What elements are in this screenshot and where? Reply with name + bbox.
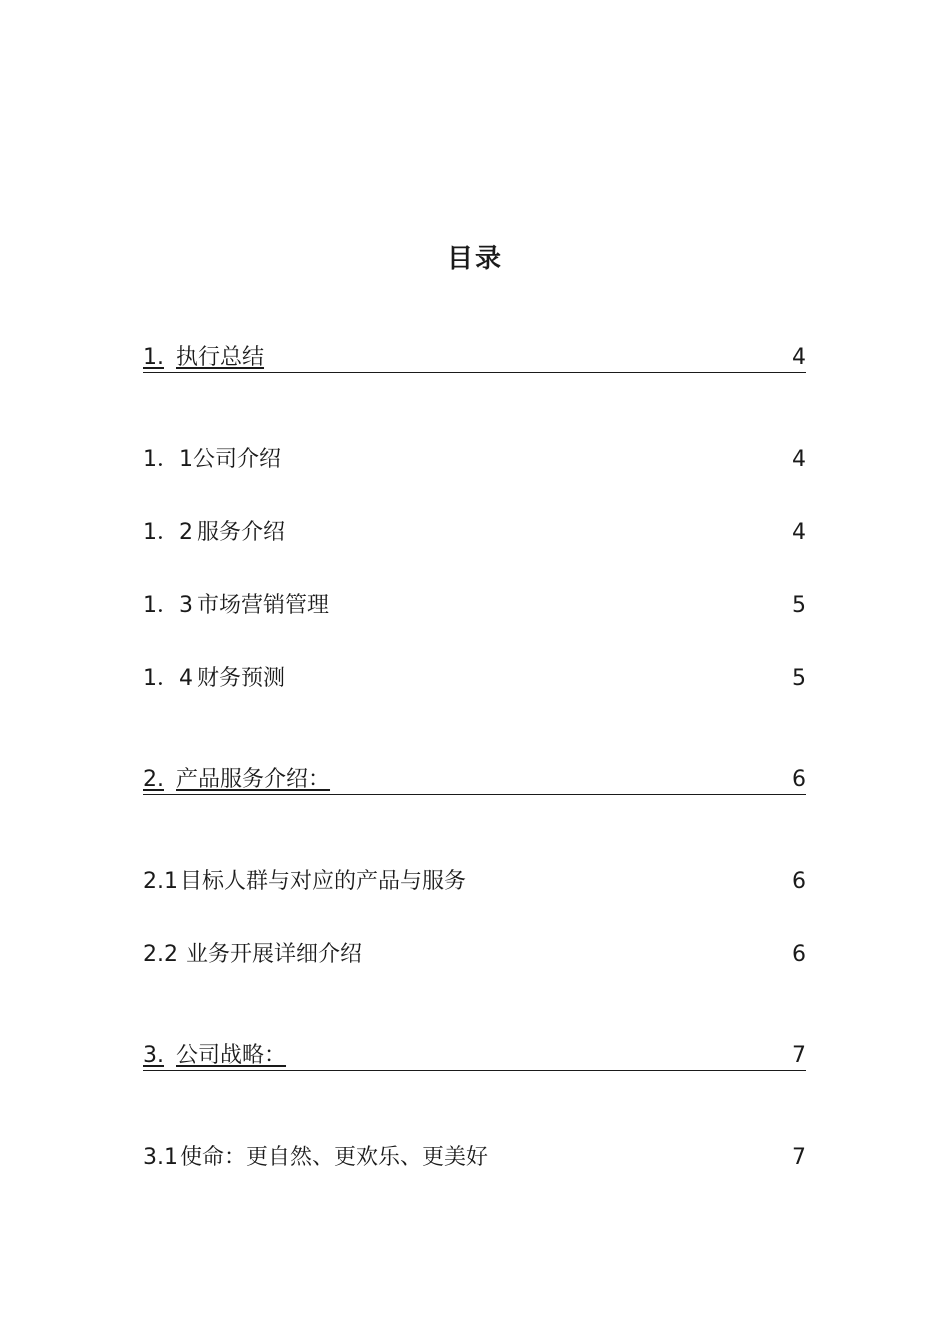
toc-entry-number: 1. [143, 345, 164, 370]
toc-entry-number: 1．4 [143, 666, 193, 691]
toc-entry-number: 1．2 [143, 520, 193, 545]
toc-entry-page: 6 [792, 942, 806, 967]
toc-entry-label: 公司战略： [176, 1043, 287, 1068]
toc-entry-2-2[interactable] [143, 939, 806, 969]
toc-entry-number: 1．1 [143, 447, 193, 472]
toc-entry-page: 5 [792, 593, 806, 618]
toc-entry-2[interactable] [143, 764, 806, 795]
toc-entry-number: 2.2 [143, 942, 178, 967]
toc-entry-label: 目标人群与对应的产品与服务 [180, 869, 467, 894]
toc-entry-number: 1．3 [143, 593, 193, 618]
toc-entry-1[interactable] [143, 342, 806, 373]
toc-entry-label: 公司介绍 [193, 447, 282, 472]
toc-entry-page: 7 [792, 1043, 806, 1068]
toc-entry-3[interactable] [143, 1040, 806, 1071]
toc-entry-number: 2.1 [143, 869, 178, 894]
toc-entry-label: 产品服务介绍： [176, 767, 331, 792]
toc-entry-number: 3. [143, 1043, 164, 1068]
toc-entry-page: 4 [792, 345, 806, 370]
toc-entry-page: 5 [792, 666, 806, 691]
toc-entry-number: 3.1 [143, 1145, 178, 1170]
toc-entry-page: 6 [792, 767, 806, 792]
toc-entry-label: 财务预测 [197, 666, 286, 691]
toc-entry-page: 7 [792, 1145, 806, 1170]
toc-entry-1-3[interactable] [143, 590, 806, 620]
toc-entry-2-1[interactable] [143, 866, 806, 896]
toc-entry-3-1[interactable] [143, 1142, 806, 1172]
toc-entry-label: 使命：更自然、更欢乐、更美好 [180, 1145, 489, 1170]
toc-entry-page: 4 [792, 447, 806, 472]
toc-entry-label: 执行总结 [176, 345, 265, 370]
toc-entry-label: 服务介绍 [197, 520, 286, 545]
toc-entry-page: 6 [792, 869, 806, 894]
toc-entry-1-1[interactable] [143, 444, 806, 474]
toc-entry-1-4[interactable] [143, 663, 806, 693]
toc-entry-number: 2. [143, 767, 164, 792]
toc-entry-label: 市场营销管理 [197, 593, 330, 618]
toc-entry-page: 4 [792, 520, 806, 545]
toc-title: 目录 [446, 244, 503, 274]
toc-entry-label: 业务开展详细介绍 [186, 942, 363, 967]
toc-entry-1-2[interactable] [143, 517, 806, 547]
